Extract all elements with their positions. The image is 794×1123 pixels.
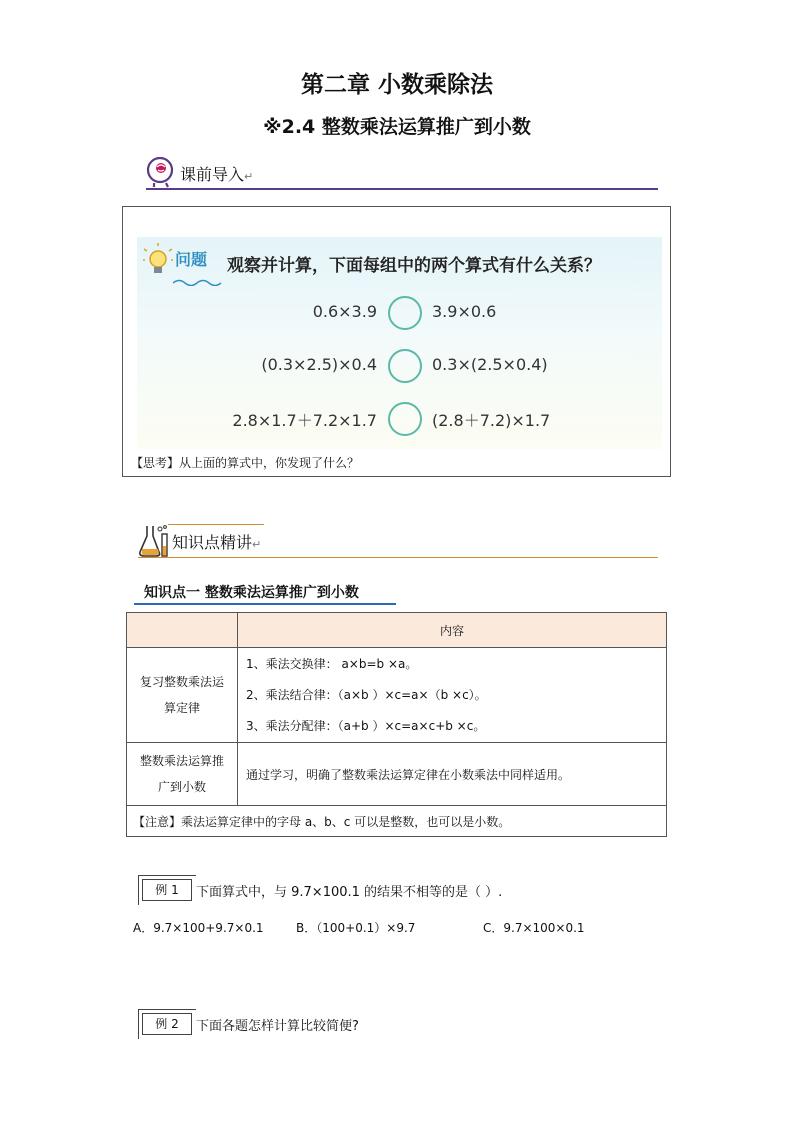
section-header-knowledge (138, 524, 658, 558)
intro-box (122, 206, 671, 477)
row-label-line: 复习整数乘法运 (139, 675, 224, 689)
table-cell (127, 648, 238, 743)
example-question: 下面各题怎样计算比较简便? (196, 1019, 359, 1034)
section-rule (146, 188, 658, 190)
law-item: 1、乘法交换律： a×b=b ×a。 (246, 656, 418, 671)
table-row (127, 613, 667, 648)
option-a[interactable]: A．9.7×100+9.7×0.1 (133, 921, 264, 935)
table-row (127, 743, 667, 806)
lightbulb-icon (143, 243, 173, 281)
expression-row (137, 349, 662, 383)
head-bulb-icon (146, 156, 176, 192)
expression-right: (2.8＋7.2)×1.7 (432, 411, 551, 430)
section-label-knowledge: 知识点精讲↵ (172, 533, 262, 552)
expression-row (137, 296, 662, 330)
table-cell: 通过学习，明确了整数乘法运算定律在小数乘法中同样适用。 (238, 743, 667, 806)
page-title: 第二章 小数乘除法 (300, 72, 493, 98)
section-header-intro (146, 156, 658, 190)
table-row (127, 648, 667, 743)
example-label: 例 2 (142, 1013, 192, 1035)
expression-left: (0.3×2.5)×0.4 (261, 355, 377, 374)
expression-right: 0.3×(2.5×0.4) (432, 355, 548, 374)
table-header-cell: 内容 (238, 613, 667, 648)
row-label-line: 算定律 (163, 701, 200, 715)
question-label: 问题 (175, 250, 208, 269)
table-note-cell: 【注意】乘法运算定律中的字母 a、b、c 可以是整数，也可以是小数。 (127, 806, 667, 837)
example-question: 下面算式中，与 9.7×100.1 的结果不相等的是（ ）. (196, 885, 503, 900)
question-text: 观察并计算，下面每组中的两个算式有什么关系？ (227, 256, 601, 276)
knowledge-point-underline (134, 603, 396, 605)
table-cell (238, 648, 667, 743)
law-item: 2、乘法结合律：（a×b ）×c=a×（b ×c）。 (246, 687, 487, 702)
option-b[interactable]: B．（100+0.1）×9.7 (296, 921, 416, 935)
question-panel (137, 237, 662, 449)
expression-right: 3.9×0.6 (432, 302, 497, 321)
knowledge-point-title: 知识点一 整数乘法运算推广到小数 (144, 585, 359, 601)
law-item: 3、乘法分配律：（a+b ）×c=a×c+b ×c。 (246, 718, 486, 733)
expression-left: 0.6×3.9 (312, 302, 377, 321)
page-subtitle: ※2.4 整数乘法运算推广到小数 (263, 116, 531, 138)
table-cell (127, 743, 238, 806)
think-prompt: 【思考】从上面的算式中，你发现了什么？ (131, 456, 360, 470)
header-overline (168, 524, 264, 525)
answer-circle[interactable] (388, 296, 422, 330)
row-label-line: 广到小数 (157, 780, 206, 794)
table-row (127, 806, 667, 837)
answer-circle[interactable] (388, 349, 422, 383)
section-rule (138, 557, 658, 559)
expression-row (137, 402, 662, 436)
section-label-intro: 课前导入↵ (180, 165, 254, 184)
option-c[interactable]: C．9.7×100×0.1 (483, 921, 585, 935)
knowledge-table (126, 612, 667, 837)
expression-left: 2.8×1.7＋7.2×1.7 (232, 411, 377, 430)
squiggle-decoration (173, 271, 223, 290)
answer-circle[interactable] (388, 402, 422, 436)
example-label: 例 1 (142, 879, 192, 901)
row-label-line: 整数乘法运算推 (139, 754, 224, 768)
table-cell (127, 613, 238, 648)
